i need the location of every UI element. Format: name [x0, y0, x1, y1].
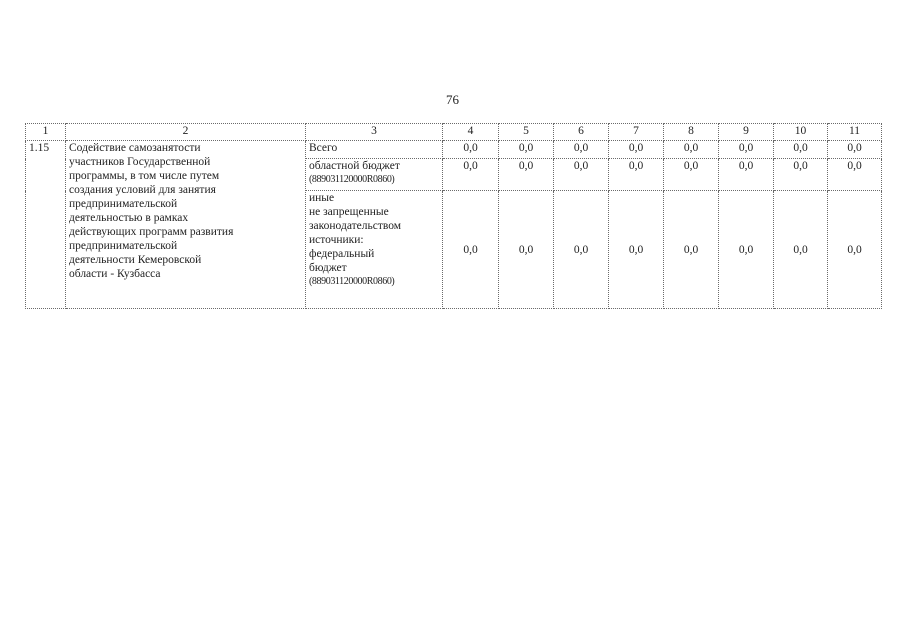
value-cell: 0,0 — [828, 141, 882, 159]
page-number: 76 — [446, 92, 459, 107]
column-header: 11 — [828, 124, 882, 141]
value-cell: 0,0 — [443, 191, 499, 309]
column-header: 3 — [306, 124, 443, 141]
description-line: области - Кузбасса — [69, 268, 161, 280]
value-cell: 0,0 — [774, 191, 828, 309]
value-cell: 0,0 — [554, 159, 609, 191]
value-cell: 0,0 — [443, 159, 499, 191]
value-cell: 0,0 — [443, 141, 499, 159]
column-header: 1 — [26, 124, 66, 141]
column-header: 7 — [609, 124, 664, 141]
source-label: источники: — [309, 234, 364, 246]
column-header: 8 — [664, 124, 719, 141]
description-line: предпринимательской — [69, 198, 178, 210]
budget-code: (889031120000R0860) — [309, 276, 395, 287]
column-header: 6 — [554, 124, 609, 141]
value-cell: 0,0 — [719, 141, 774, 159]
row-id: 1.15 — [26, 141, 66, 309]
funding-source-other — [306, 191, 443, 309]
value-cell: 0,0 — [499, 159, 554, 191]
description-line: участников Государственной — [69, 156, 211, 168]
description-line: Содействие самозанятости — [69, 142, 201, 154]
column-header: 4 — [443, 124, 499, 141]
budget-table — [25, 123, 882, 309]
value-cell: 0,0 — [609, 141, 664, 159]
value-cell: 0,0 — [664, 141, 719, 159]
description-line: действующих программ развития — [69, 226, 234, 238]
value-cell: 0,0 — [828, 159, 882, 191]
value-cell: 0,0 — [609, 191, 664, 309]
row-description — [66, 141, 306, 309]
funding-source-total — [306, 141, 443, 159]
value-cell: 0,0 — [664, 191, 719, 309]
source-label: Всего — [309, 142, 338, 154]
value-cell: 0,0 — [774, 159, 828, 191]
source-label: законодательством — [309, 220, 402, 232]
description-line: предпринимательской — [69, 240, 178, 252]
value-cell: 0,0 — [719, 191, 774, 309]
value-cell: 0,0 — [774, 141, 828, 159]
column-header: 5 — [499, 124, 554, 141]
column-header: 2 — [66, 124, 306, 141]
description-line: программы, в том числе путем — [69, 170, 220, 182]
source-label: бюджет — [309, 262, 347, 274]
value-cell: 0,0 — [554, 191, 609, 309]
source-label: областной бюджет — [309, 160, 400, 172]
value-cell: 0,0 — [499, 141, 554, 159]
column-header: 10 — [774, 124, 828, 141]
budget-code: (889031120000R0860) — [309, 174, 395, 185]
funding-source-regional — [306, 159, 443, 191]
description-line: деятельностью в рамках — [69, 212, 189, 224]
value-cell: 0,0 — [554, 141, 609, 159]
column-number-row — [26, 124, 882, 141]
column-header: 9 — [719, 124, 774, 141]
value-cell: 0,0 — [664, 159, 719, 191]
source-label: не запрещенные — [309, 206, 389, 218]
value-cell: 0,0 — [499, 191, 554, 309]
value-cell: 0,0 — [719, 159, 774, 191]
value-cell: 0,0 — [609, 159, 664, 191]
source-label: федеральный — [309, 248, 375, 260]
description-line: создания условий для занятия — [69, 184, 216, 196]
value-cell: 0,0 — [828, 191, 882, 309]
source-label: иные — [309, 192, 335, 204]
description-line: деятельности Кемеровской — [69, 254, 202, 266]
table-row-total — [26, 141, 882, 159]
